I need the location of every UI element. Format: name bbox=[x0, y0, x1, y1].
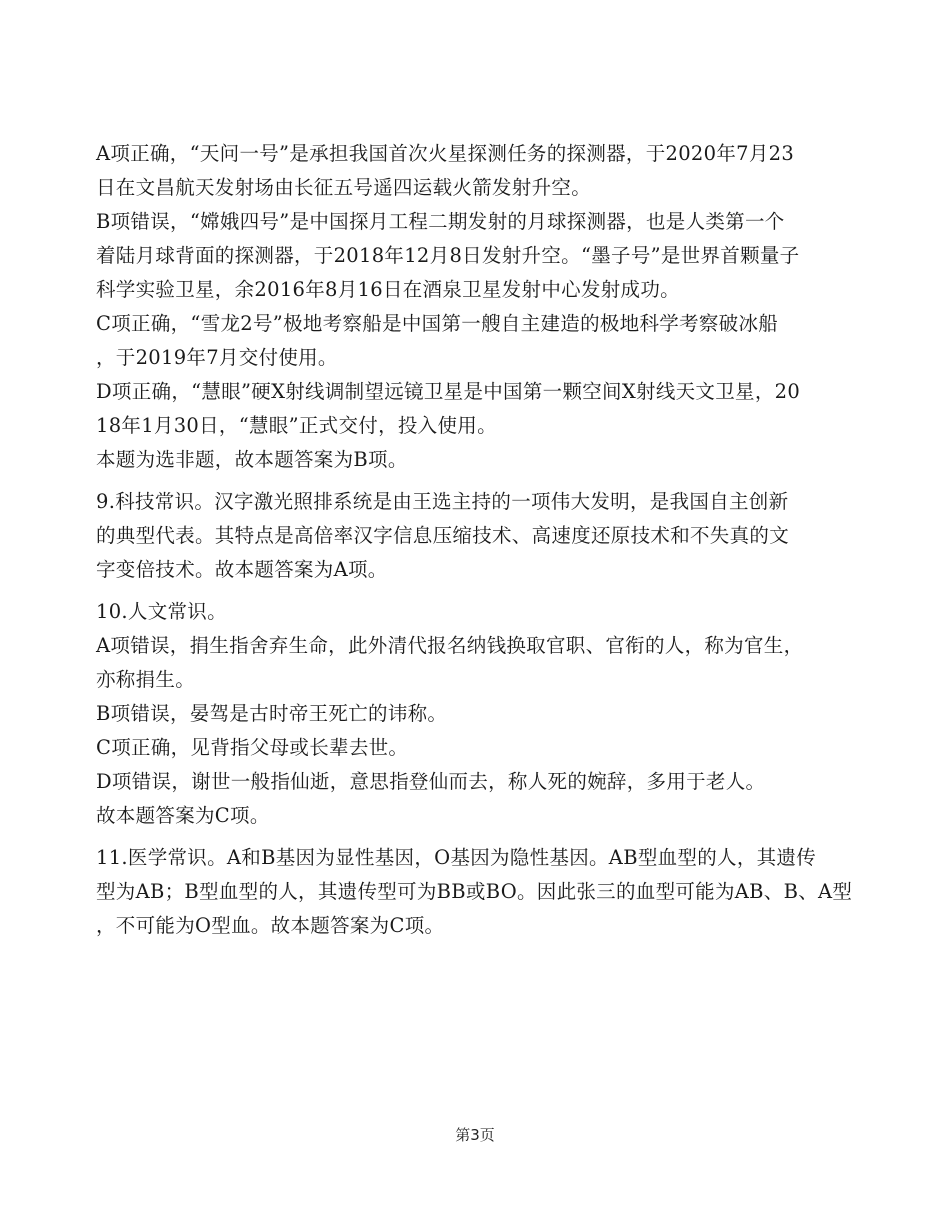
text-line: D项错误，谢世一般指仙逝，意思指登仙而去，称人死的婉辞，多用于老人。 bbox=[96, 770, 766, 793]
text-line: B项错误，“嫦娥四号”是中国探月工程二期发射的月球探测器，也是人类第一个 bbox=[96, 210, 785, 233]
text-line: 故本题答案为C项。 bbox=[96, 804, 270, 827]
text-line: 9.科技常识。汉字激光照排系统是由王选主持的一项伟大发明，是我国自主创新 bbox=[96, 490, 789, 513]
paragraph-gap bbox=[96, 587, 871, 595]
text-line: 的典型代表。其特点是高倍率汉字信息压缩技术、高速度还原技术和不失真的文 bbox=[96, 524, 790, 547]
text-line: C项正确，“雪龙2号”极地考察船是中国第一艘自主建造的极地科学考察破冰船 bbox=[96, 312, 779, 335]
text-line: ，不可能为O型血。故本题答案为C项。 bbox=[96, 914, 445, 937]
text-line: 着陆月球背面的探测器，于2018年12月8日发射升空。“墨子号”是世界首颗量子 bbox=[96, 244, 800, 267]
text-line: A项正确，“天问一号”是承担我国首次火星探测任务的探测器，于2020年7月23 bbox=[96, 142, 795, 165]
text-line: D项正确，“慧眼”硬X射线调制望远镜卫星是中国第一颗空间X射线天文卫星，20 bbox=[96, 380, 801, 403]
document-body bbox=[96, 137, 871, 943]
page-number: 第3页 bbox=[455, 1126, 495, 1144]
text-line: ，于2019年7月交付使用。 bbox=[96, 346, 338, 369]
text-line: 11.医学常识。A和B基因为显性基因，O基因为隐性基因。AB型血型的人，其遗传 bbox=[96, 846, 817, 869]
text-line: 10.人文常识。 bbox=[96, 600, 227, 623]
text-line: 型为AB；B型血型的人，其遗传型可为BB或BO。因此张三的血型可能为AB、B、A型 bbox=[96, 880, 853, 903]
text-line: 亦称捐生。 bbox=[96, 668, 196, 691]
paragraph-gap bbox=[96, 833, 871, 841]
text-line: A项错误，捐生指舍弃生命，此外清代报名纳钱换取官职、官衔的人，称为官生， bbox=[96, 634, 804, 657]
text-line: B项错误，晏驾是古时帝王死亡的讳称。 bbox=[96, 702, 448, 725]
paragraph-gap bbox=[96, 477, 871, 485]
text-line: 科学实验卫星，余2016年8月16日在酒泉卫星发射中心发射成功。 bbox=[96, 278, 680, 301]
text-line: 字变倍技术。故本题答案为A项。 bbox=[96, 558, 388, 581]
text-line: 18年1月30日，“慧眼”正式交付，投入使用。 bbox=[96, 414, 497, 437]
text-line: 日在文昌航天发射场由长征五号遥四运载火箭发射升空。 bbox=[96, 176, 592, 199]
text-line: C项正确，见背指父母或长辈去世。 bbox=[96, 736, 409, 759]
text-line: 本题为选非题，故本题答案为B项。 bbox=[96, 448, 408, 471]
